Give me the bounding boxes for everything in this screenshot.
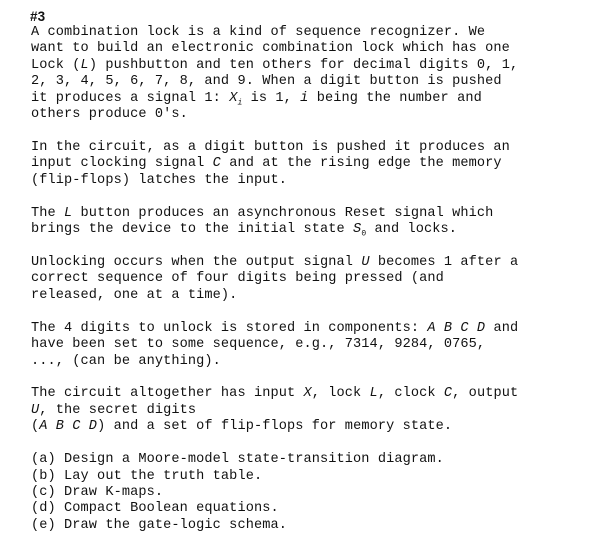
text-line: have been set to some sequence, e.g., 7314, 9284, 0765, xyxy=(31,337,486,353)
task-item-d: (d) Compact Boolean equations. xyxy=(31,501,279,517)
text-line: want to build an electronic combination lock which has one xyxy=(31,41,510,57)
paragraph-intro xyxy=(31,25,596,123)
text-line: Unlocking occurs when the output signal U becomes 1 after a xyxy=(31,254,519,270)
text-line: The L button produces an asynchronous Reset signal which xyxy=(31,205,494,221)
text-line: In the circuit, as a digit button is pushed it produces an xyxy=(31,139,510,155)
text-line: (A B C D) and a set of flip-flops for memory state. xyxy=(31,419,453,435)
text-line: 2, 3, 4, 5, 6, 7, 8, and 9. When a digit button is pushed xyxy=(31,74,502,90)
text-line: The 4 digits to unlock is stored in components: A B C D and xyxy=(31,320,519,336)
text-line: The circuit altogether has input X, lock L, clock C, output xyxy=(31,386,519,402)
text-line: correct sequence of four digits being pressed (and xyxy=(31,271,444,287)
task-item-b: (b) Lay out the truth table. xyxy=(31,468,263,484)
paragraph-summary xyxy=(31,386,596,435)
task-item-a: (a) Design a Moore-model state-transition diagram. xyxy=(31,452,444,468)
problem-number: #3 xyxy=(30,9,46,24)
paragraph-reset xyxy=(31,206,596,239)
text-line: (flip-flops) latches the input. xyxy=(31,172,287,188)
text-line: ..., (can be anything). xyxy=(31,353,221,369)
paragraph-digits xyxy=(31,321,596,370)
task-item-c: (c) Draw K-maps. xyxy=(31,484,164,500)
paragraph-unlock xyxy=(31,255,596,304)
problem-document xyxy=(31,9,596,534)
text-line: released, one at a time). xyxy=(31,287,238,303)
text-line: Lock (L) pushbutton and ten others for decimal digits 0, 1, xyxy=(31,57,519,73)
text-line: U, the secret digits xyxy=(31,402,197,418)
paragraph-clock xyxy=(31,140,596,189)
task-item-e: (e) Draw the gate-logic schema. xyxy=(31,517,287,533)
text-line: brings the device to the initial state $S_0$ and locks. xyxy=(31,222,458,239)
task-list xyxy=(31,452,596,534)
text-line: input clocking signal C and at the rising edge the memory xyxy=(31,156,502,172)
text-line: A combination lock is a kind of sequence recognizer. We xyxy=(31,25,486,40)
text-line: it produces a signal 1: $X_i$ is 1, i being the number and xyxy=(31,90,482,108)
text-line: others produce 0's. xyxy=(31,107,188,123)
